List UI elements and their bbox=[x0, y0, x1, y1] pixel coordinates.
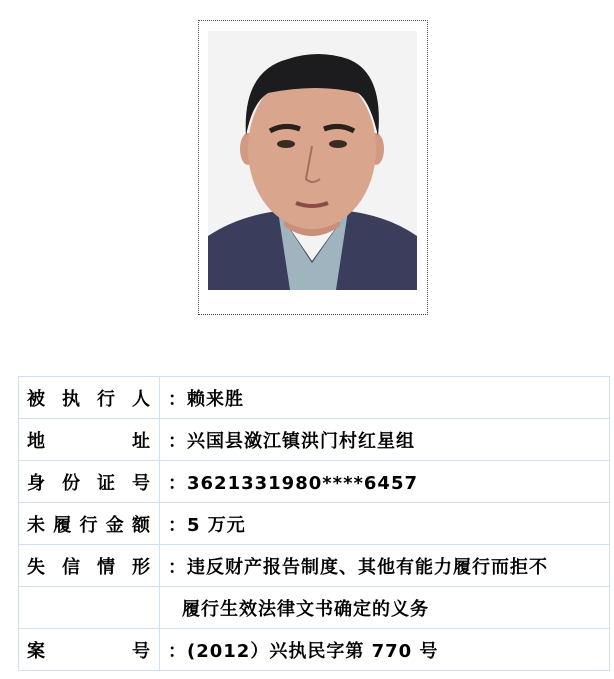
person-photo bbox=[208, 31, 417, 290]
row-label: 失信情形 bbox=[27, 556, 151, 578]
row-colon: ： bbox=[168, 556, 187, 578]
row-colon: ： bbox=[168, 472, 187, 494]
row-colon: ： bbox=[168, 640, 187, 662]
row-value: (2012）兴执民字第 770 号 bbox=[187, 640, 439, 662]
row-value: 5 万元 bbox=[187, 514, 246, 536]
row-colon: ： bbox=[168, 388, 187, 410]
row-value: 履行生效法律文书确定的义务 bbox=[182, 598, 429, 620]
row-colon: ： bbox=[168, 430, 187, 452]
row-value: 赖来胜 bbox=[187, 388, 244, 410]
row-label: 地址 bbox=[27, 430, 151, 452]
row-label: 未履行金额 bbox=[27, 514, 151, 536]
row-label: 被执行人 bbox=[27, 388, 151, 410]
table-row bbox=[19, 503, 610, 545]
row-value: 兴国县潋江镇洪门村红星组 bbox=[187, 430, 415, 452]
table-row bbox=[19, 419, 610, 461]
table-row bbox=[19, 377, 610, 419]
row-value: 违反财产报告制度、其他有能力履行而拒不 bbox=[187, 556, 548, 578]
row-label: 案号 bbox=[27, 640, 151, 662]
table-row bbox=[19, 629, 610, 671]
row-label: 身份证号 bbox=[27, 472, 151, 494]
person-portrait-icon bbox=[208, 31, 417, 290]
row-colon: ： bbox=[168, 514, 187, 536]
table-row bbox=[19, 545, 610, 587]
executee-info-table bbox=[18, 376, 610, 671]
row-value: 3621331980****6457 bbox=[187, 472, 418, 494]
table-row bbox=[19, 461, 610, 503]
photo-frame bbox=[198, 20, 428, 315]
table-row bbox=[19, 587, 610, 629]
